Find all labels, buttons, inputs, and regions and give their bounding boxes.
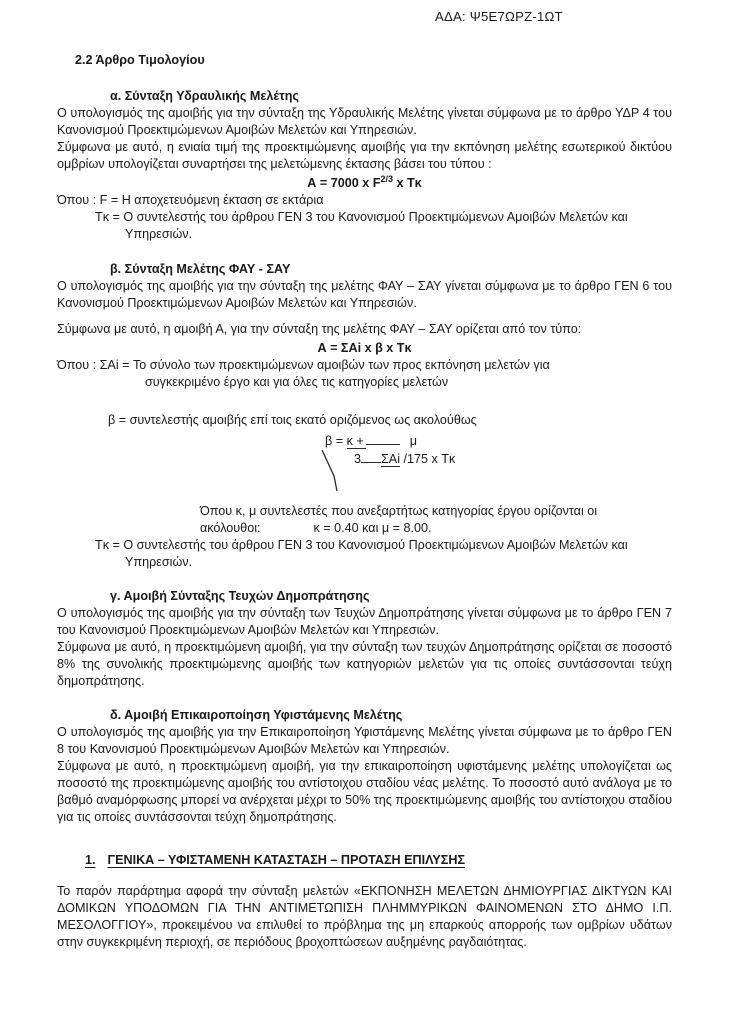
kappa-mu-line1: Όπου κ, μ συντελεστές που ανεξαρτήτως κατηγορίας έργου ορίζονται οι <box>200 504 598 518</box>
tk-definition2-line2: Υπηρεσιών. <box>125 555 193 569</box>
beta-formula-denominator-row <box>354 449 455 468</box>
paragraph-a-2: Σύμφωνα με αυτό, η ενιαία τιμή της προεκτιμώμενης αμοιβής για την εκπόνηση μελέτης εσωτερικού δικτύου ομβρίων υπολογίζεται συναρτήσει της μελετώμενης έκτασης βάσει του τύπου : <box>57 140 672 171</box>
formula-exponent: 2/3 <box>380 173 393 184</box>
radicand-underlined: ΣΑi <box>381 452 400 466</box>
subsection-a-title: α. Σύνταξη Υδραυλικής Μελέτης <box>110 89 299 103</box>
subsection-c-title: γ. Αμοιβή Σύνταξης Τευχών Δημοπράτησης <box>110 589 370 603</box>
kappa-plus-term: κ + <box>346 434 364 448</box>
where-f-definition: Όπου : F = Η αποχετευόμενη έκταση σε εκτάρια <box>57 193 324 207</box>
subsection-b-title: β. Σύνταξη Μελέτης ΦΑΥ - ΣΑΥ <box>110 262 291 276</box>
where-sai-line2: συγκεκριμένο έργο και για όλες τις κατηγορίες μελετών <box>145 375 449 389</box>
formula-hydraulic: Α = 7000 x $F^{2/3}$ x Τκ <box>307 173 422 190</box>
section-2-2-title: 2.2 Άρθρο Τιμολογίου <box>75 53 205 67</box>
tk-definition-line1: Τκ = Ο συντελεστής του άρθρου ΓΕΝ 3 του Κανονισμού Προεκτιμώμενων Αμοιβών Μελετών και <box>95 210 628 224</box>
fraction-bar <box>366 431 400 445</box>
general-section-number: 1. <box>85 853 96 867</box>
paragraph-b-1: Ο υπολογισμός της αμοιβής για την σύνταξη της μελέτης ΦΑΥ – ΣΑΥ γίνεται σύμφωνα με το άρθρο ΓΕΝ 6 του Κανονισμού Προεκτιμώμενων Αμοιβών Μελετών και Υπηρεσιών. <box>57 279 672 310</box>
paragraph-c-2: Σύμφωνα με αυτό, η προεκτιμώμενη αμοιβή, για την σύνταξη των τευχών Δημοπράτησης ορίζεται σε ποσοστό 8% της συνολικής προεκτιμώμενης αμοιβής των κατηγοριών μελετών για τις οποίες συντάσσονται τεύχη δημοπράτησης. <box>57 640 672 688</box>
paragraph-d-1: Ο υπολογισμός της αμοιβής για την Επικαιροποίηση Υφιστάμενης Μελέτης γίνεται σύμφωνα με το άρθρο ΓΕΝ 8 του Κανονισμού Προεκτιμώμενων Αμοιβών Μελετών και Υπηρεσιών. <box>57 725 672 756</box>
mu-term: μ <box>409 434 418 448</box>
ada-code: ΑΔΑ: Ψ5Ε7ΩΡΖ-1ΩΤ <box>435 9 563 24</box>
radical-sign <box>315 447 355 499</box>
paragraph-general: Το παρόν παράρτημα αφορά την σύνταξη μελετών «ΕΚΠΟΝΗΣΗ ΜΕΛΕΤΩΝ ΔΗΜΙΟΥΡΓΙΑΣ ΔΙΚΤΥΩΝ ΚΑΙ ΔΟΜΙΚΩΝ ΥΠΟΔΟΜΩΝ ΓΙΑ ΤΗΝ ΑΝΤΙΜΕΤΩΠΙΣΗ ΠΛΗΜΜΥΡΙΚΩΝ ΦΑΙΝΟΜΕΝΩΝ ΣΤΟ ΔΗΜΟ Ι.Π. ΜΕΣΟΛΟΓΓΙΟΥ», προκειμένου να επιλυθεί το πρόβλημα της μη επαρκούς απορροής των ομβρίων υδάτων στην συγκεκριμένη περιοχή, σε περιόδους βροχοπτώσεων αυξημένης ραγδαιότητας. <box>57 884 672 949</box>
subsection-d-title: δ. Αμοιβή Επικαιροποίηση Υφιστάμενης Μελέτης <box>110 708 403 722</box>
paragraph-a-1: Ο υπολογισμός της αμοιβής για την σύνταξη της Υδραυλικής Μελέτης γίνεται σύμφωνα με το άρθρο ΥΔΡ 4 του Κανονισμού Προεκτιμώμενων Αμοιβών Μελετών και Υπηρεσιών. <box>57 106 672 137</box>
root-bar <box>361 449 381 463</box>
where-sai-line1: Όπου : ΣΑi = Το σύνολο των προεκτιμώμενων αμοιβών των προς εκπόνηση μελετών για <box>57 358 550 372</box>
paragraph-d-2: Σύμφωνα με αυτό, η προεκτιμώμενη αμοιβή, για την επικαιροποίηση υφιστάμενης μελέτης υπολογίζεται ως ποσοστό της προεκτιμώμενης αμοιβής του αντίστοιχου σταδίου νέας μελέτης. Το ποσοστό αυτό ανάλογα με το βαθμό αναμόρφωσης μπορεί να ανέρχεται μέχρι το 50% της προεκτιμώμενης αμοιβής του αντίστοιχου σταδίου για τις οποίες συντάσσονται τεύχη δημοπράτησης. <box>57 759 672 824</box>
tk-definition-line2: Υπηρεσιών. <box>125 227 193 241</box>
paragraph-b-2: Σύμφωνα με αυτό, η αμοιβή Α, για την σύνταξη της μελέτης ΦΑΥ – ΣΑΥ ορίζεται από τον τύπο: <box>57 322 582 336</box>
beta-formula-numerator-row: β = κ + μ <box>325 431 417 450</box>
root-index: 3 <box>354 452 362 466</box>
kappa-mu-line2 <box>57 520 672 537</box>
formula-fay-say: Α = ΣΑi x β x Τκ <box>317 341 412 355</box>
general-section-heading <box>57 852 672 869</box>
radicand-rest: /175 x Τκ <box>400 452 456 466</box>
beta-definition: β = συντελεστής αμοιβής επί τοις εκατό οριζόμενος ως ακολούθως <box>108 413 477 427</box>
tk-definition2-line1: Τκ = Ο συντελεστής του άρθρου ΓΕΝ 3 του Κανονισμού Προεκτιμώμενων Αμοιβών Μελετών και <box>95 538 628 552</box>
kappa-mu-values: κ = 0.40 και μ = 8.00. <box>313 521 432 535</box>
kappa-mu-label: ακόλουθοι: <box>200 521 261 535</box>
general-section-title: ΓΕΝΙΚΑ – ΥΦΙΣΤΑΜΕΝΗ ΚΑΤΑΣΤΑΣΗ – ΠΡΟΤΑΣΗ ΕΠΙΛΥΣΗΣ <box>107 853 466 867</box>
beta-formula <box>57 431 672 503</box>
paragraph-c-1: Ο υπολογισμός της αμοιβής για την σύνταξη των Τευχών Δημοπράτησης γίνεται σύμφωνα με το άρθρο ΓΕΝ 7 του Κανονισμού Προεκτιμώμενων Αμοιβών Μελετών και Υπηρεσιών. <box>57 606 672 637</box>
